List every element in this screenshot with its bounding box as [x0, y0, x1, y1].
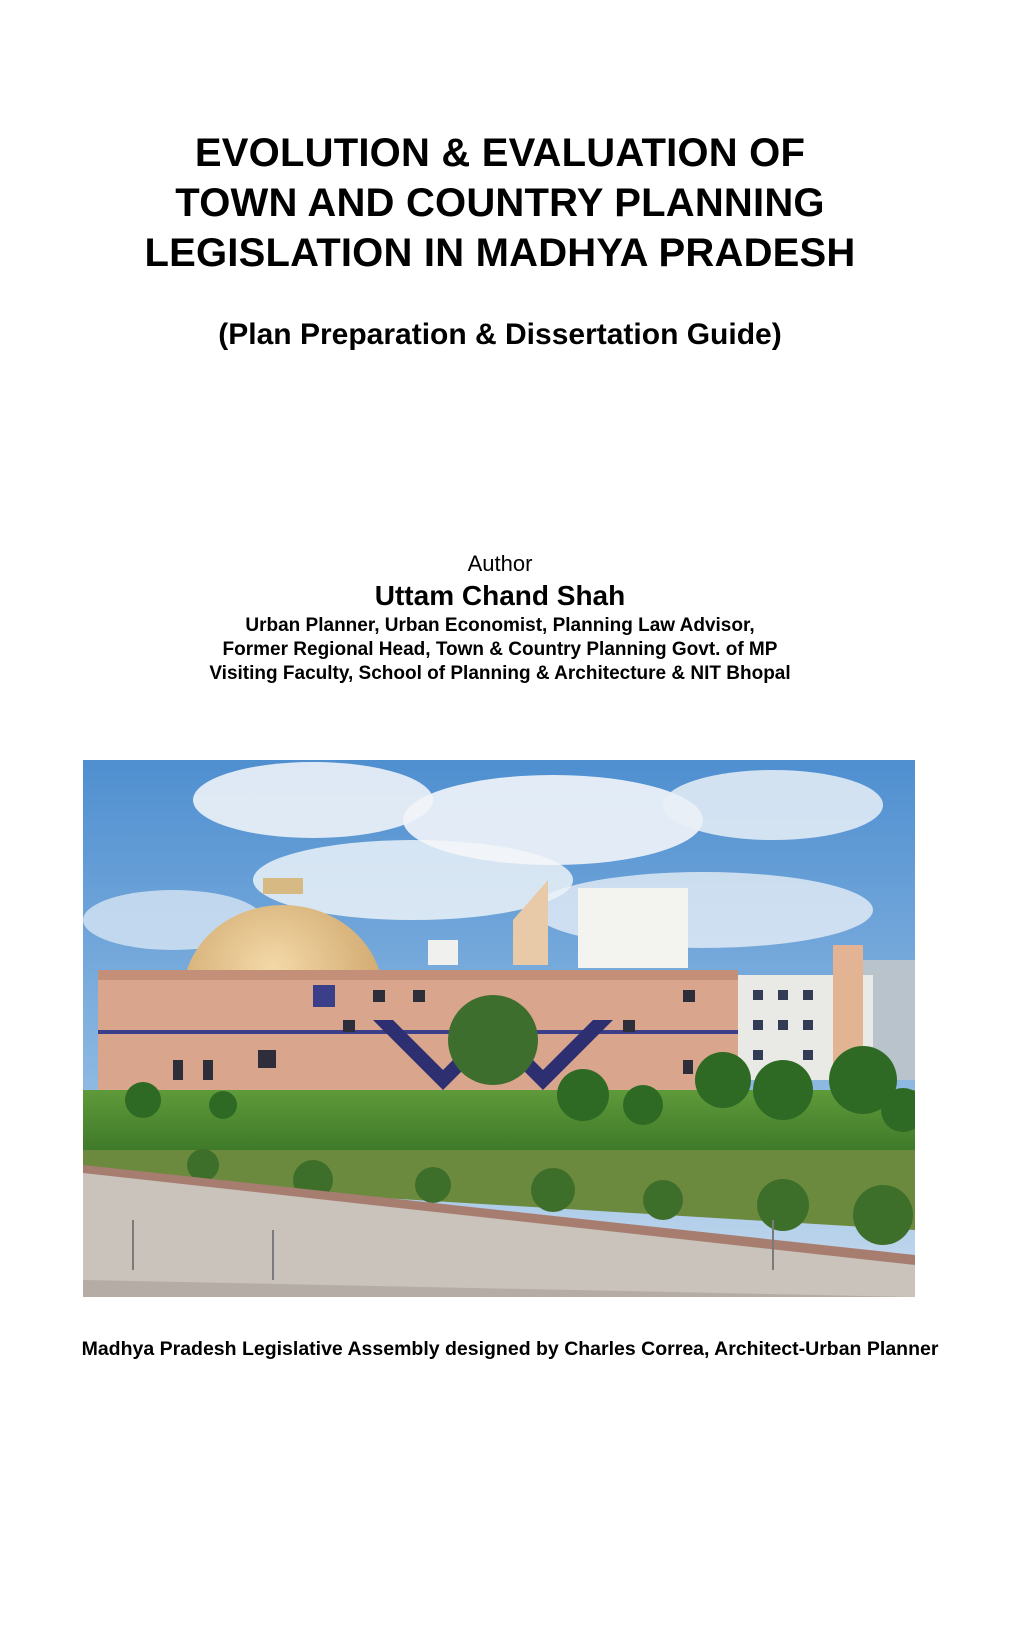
author-name: Uttam Chand Shah	[374, 580, 626, 611]
legislative-assembly-photo	[83, 760, 915, 1297]
author-label: Author	[467, 551, 533, 576]
photo-caption: Madhya Pradesh Legislative Assembly designed by Charles Correa, Architect-Urban Planner	[81, 1338, 939, 1360]
title-line-2: TOWN AND COUNTRY PLANNING	[175, 181, 825, 225]
author-block	[0, 550, 1000, 686]
book-subtitle: (Plan Preparation & Dissertation Guide)	[218, 318, 782, 351]
author-credential-2: Former Regional Head, Town & Country Planning Govt. of MP	[222, 639, 778, 660]
title-line-1: EVOLUTION & EVALUATION OF	[194, 131, 806, 175]
title-line-3: LEGISLATION IN MADHYA PRADESH	[144, 231, 856, 275]
cover-photo	[83, 760, 915, 1297]
author-credential-1: Urban Planner, Urban Economist, Planning Law Advisor,	[245, 615, 755, 636]
author-credential-3: Visiting Faculty, School of Planning & Architecture & NIT Bhopal	[209, 663, 791, 684]
book-title	[0, 128, 1000, 278]
